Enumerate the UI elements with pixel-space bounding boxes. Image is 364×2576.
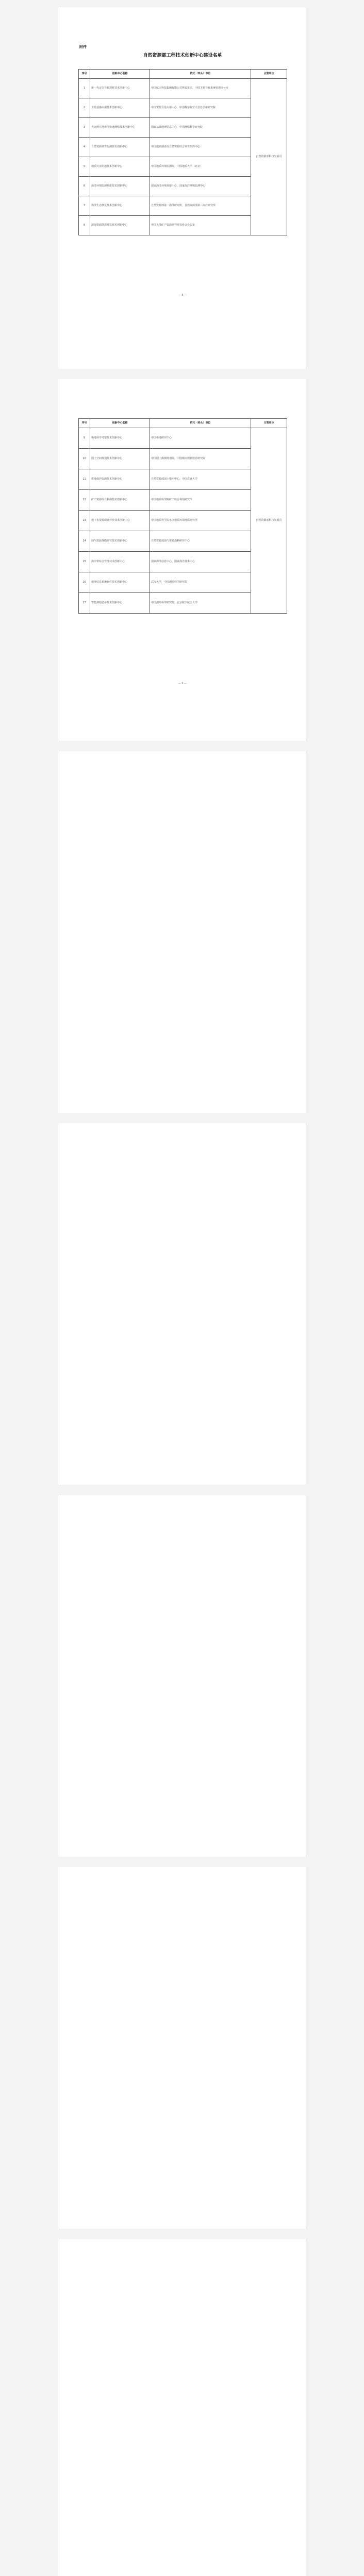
header-competent: 主管单位	[251, 70, 287, 79]
row-center-name: 海洋环境监测预报技术创新中心	[90, 177, 150, 196]
table-row	[79, 428, 287, 449]
row-center-name: 矿产资源综合利用技术创新中心	[90, 490, 150, 511]
row-host-unit: 中国大洋矿产资源研究开发协会办公室	[150, 216, 251, 235]
document-title: 自然资源部工程技术创新中心建设名单	[143, 53, 222, 58]
row-no: 15	[79, 552, 90, 572]
row-no: 5	[79, 157, 90, 177]
document-page-7	[58, 2239, 306, 2576]
row-host-unit: 中国资源卫星应用中心，中国科学院空天信息创新研究院	[150, 98, 251, 118]
table-header-row	[79, 70, 287, 79]
document-page-5	[58, 1495, 306, 1857]
row-no: 14	[79, 531, 90, 552]
header-no: 序号	[79, 70, 90, 79]
innovation-center-table	[78, 69, 287, 235]
row-no: 3	[79, 118, 90, 138]
row-no: 13	[79, 511, 90, 531]
row-center-name: 新一代定位导航授时技术创新中心	[90, 79, 150, 98]
row-center-name: 国土空间规划技术创新中心	[90, 449, 150, 469]
row-no: 11	[79, 469, 90, 490]
innovation-center-table	[78, 418, 287, 614]
row-no: 9	[79, 428, 90, 449]
header-no: 序号	[79, 419, 90, 428]
row-no: 8	[79, 216, 90, 235]
table-header-row	[79, 419, 287, 428]
header-name: 创新中心名称	[90, 419, 150, 428]
row-no: 4	[79, 138, 90, 157]
row-host-unit: 中国航天科技集团有限公司所属单位，中国卫星导航系统管理办公室	[150, 79, 251, 98]
row-center-name: 地下水资源调查评价技术创新中心	[90, 511, 150, 531]
row-host-unit: 中国地质调查局自然资源综合调查指挥中心	[150, 138, 251, 157]
row-no: 1	[79, 79, 90, 98]
row-host-unit: 国家海洋环境预报中心，国家海洋环境监测中心	[150, 177, 251, 196]
row-center-name: 耕地保护监测技术创新中心	[90, 469, 150, 490]
row-host-unit: 自然资源部第一海洋研究所，自然资源部第三海洋研究所	[150, 196, 251, 216]
header-unit: 依托（牵头）单位	[150, 70, 251, 79]
header-name: 创新中心名称	[90, 70, 150, 79]
header-unit: 依托（牵头）单位	[150, 419, 251, 428]
row-center-name: 地质灾害防治技术创新中心	[90, 157, 150, 177]
row-host-unit: 自然资源部国土整治中心，中国农业大学	[150, 469, 251, 490]
row-no: 10	[79, 449, 90, 469]
row-no: 6	[79, 177, 90, 196]
row-host-unit: 中国极地研究中心	[150, 428, 251, 449]
row-host-unit: 国家海洋信息中心，国家海洋技术中心	[150, 552, 251, 572]
row-center-name: 海洋生态修复技术创新中心	[90, 196, 150, 216]
row-no: 17	[79, 593, 90, 614]
row-host-unit: 中国地质环境监测院，中国地质大学（北京）	[150, 157, 251, 177]
document-page-2	[58, 379, 306, 741]
row-center-name: 大比例尺地形图快速测绘技术创新中心	[90, 118, 150, 138]
row-center-name: 地理信息系统软件技术创新中心	[90, 572, 150, 593]
row-host-unit: 中国测绘科学研究院，北京航空航天大学	[150, 593, 251, 614]
page-number: — 6 —	[178, 682, 187, 685]
document-page-6	[58, 1867, 306, 2229]
row-host-unit: 中国地质科学院矿产综合利用研究所	[150, 490, 251, 511]
document-page-4	[58, 1123, 306, 1485]
row-center-name: 智能测绘装备技术创新中心	[90, 593, 150, 614]
attachment-label: 附件	[79, 45, 87, 49]
row-competent-unit: 自然资源部科技发展司	[251, 428, 287, 614]
row-host-unit: 中国地质科学院水文地质环境地质研究所	[150, 511, 251, 531]
table-row	[79, 79, 287, 98]
row-host-unit: 国家基础地理信息中心，中国测绘科学研究院	[150, 118, 251, 138]
row-center-name: 极地科学考察技术创新中心	[90, 428, 150, 449]
row-center-name: 深海资源勘探开发技术创新中心	[90, 216, 150, 235]
row-center-name: 自然资源调查监测技术创新中心	[90, 138, 150, 157]
row-host-unit: 武汉大学，中国测绘科学研究院	[150, 572, 251, 593]
row-center-name: 海岸带综合管理技术创新中心	[90, 552, 150, 572]
row-no: 16	[79, 572, 90, 593]
document-page-1	[58, 7, 306, 369]
row-no: 7	[79, 196, 90, 216]
row-center-name: 卫星遥感应用技术创新中心	[90, 98, 150, 118]
row-center-name: 油气资源战略研究技术创新中心	[90, 531, 150, 552]
row-no: 12	[79, 490, 90, 511]
row-host-unit: 自然资源部油气资源战略研究中心	[150, 531, 251, 552]
row-host-unit: 中国国土勘测规划院，中国城市规划设计研究院	[150, 449, 251, 469]
page-number: — 5 —	[178, 294, 187, 297]
header-competent: 主管单位	[251, 419, 287, 428]
row-no: 2	[79, 98, 90, 118]
document-page-3	[58, 751, 306, 1113]
row-competent-unit: 自然资源部科技发展司	[251, 79, 287, 235]
